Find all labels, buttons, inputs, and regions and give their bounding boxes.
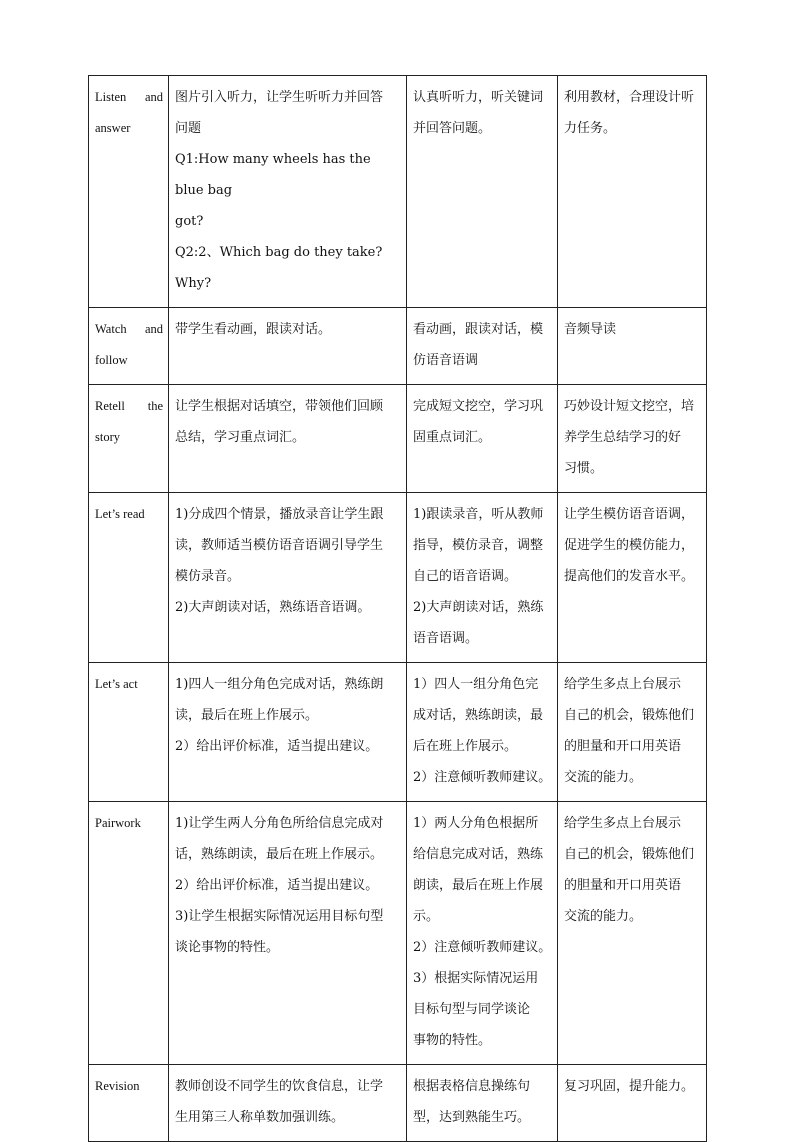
cell-line: 指导，模仿录音，调整 <box>413 538 544 553</box>
step-cell <box>89 493 169 663</box>
cell-line: Let’s read <box>95 507 145 521</box>
table-row <box>89 76 707 308</box>
teacher-activity-cell <box>169 802 407 1065</box>
cell-line: 提高他们的发音水平。 <box>564 569 695 584</box>
cell-line: Q2:2、Which bag do they take?Why? <box>175 245 383 291</box>
cell-line: 谈论事物的特性。 <box>175 940 280 955</box>
cell-line: 的胆量和开口用英语 <box>564 878 682 893</box>
design-intent-cell <box>558 663 707 802</box>
table-row <box>89 802 707 1065</box>
cell-line: 让学生根据对话填空，带领他们回顾 <box>175 399 384 414</box>
cell-line: 2）注意倾听教师建议。 <box>413 770 552 785</box>
cell-line: 音频导读 <box>564 322 617 337</box>
cell-line: 问题 <box>175 121 202 136</box>
design-intent-cell <box>558 1065 707 1142</box>
cell-line: 复习巩固，提升能力。 <box>564 1079 695 1094</box>
cell-line: Let’s act <box>95 677 138 691</box>
cell-line: 读，最后在班上作展示。 <box>175 708 319 723</box>
table-row <box>89 663 707 802</box>
cell-line: 完成短文挖空，学习巩 <box>413 399 544 414</box>
cell-line: 的胆量和开口用英语 <box>564 739 682 754</box>
cell-line: 利用教材，合理设计听 <box>564 90 695 105</box>
cell-line: 朗读，最后在班上作展 <box>413 878 544 893</box>
cell-line: Retell the <box>95 399 163 413</box>
cell-line: 目标句型与同学谈论 <box>413 1002 531 1017</box>
cell-line: 后在班上作展示。 <box>413 739 518 754</box>
cell-line: 1)分成四个情景，播放录音让学生跟 <box>175 507 384 522</box>
table-row <box>89 308 707 385</box>
cell-line: 图片引入听力，让学生听听力并回答 <box>175 90 384 105</box>
cell-line: Pairwork <box>95 816 141 830</box>
cell-line: 给学生多点上台展示 <box>564 677 682 692</box>
student-activity-cell <box>407 663 558 802</box>
cell-line: 1）两人分角色根据所 <box>413 816 539 831</box>
cell-line: 给学生多点上台展示 <box>564 816 682 831</box>
cell-line: story <box>95 430 120 444</box>
step-cell <box>89 308 169 385</box>
cell-line: 给信息完成对话，熟练 <box>413 847 544 862</box>
cell-line: 促进学生的模仿能力， <box>564 538 695 553</box>
teacher-activity-cell <box>169 308 407 385</box>
step-cell <box>89 663 169 802</box>
student-activity-cell <box>407 1065 558 1142</box>
teacher-activity-cell <box>169 385 407 493</box>
design-intent-cell <box>558 802 707 1065</box>
cell-line: 巧妙设计短文挖空，培 <box>564 399 695 414</box>
cell-line: 自己的机会，锻炼他们 <box>564 847 695 862</box>
cell-line: 自己的机会，锻炼他们 <box>564 708 695 723</box>
lesson-plan-table <box>88 75 707 1142</box>
cell-line: 2）给出评价标准，适当提出建议。 <box>175 878 379 893</box>
cell-line: 让学生模仿语音语调， <box>564 507 695 522</box>
cell-line: 3)让学生根据实际情况运用目标句型 <box>175 909 384 924</box>
cell-line: answer <box>95 121 131 135</box>
cell-line: 生用第三人称单数加强训练。 <box>175 1110 345 1125</box>
cell-line: 固重点词汇。 <box>413 430 492 445</box>
cell-line: 1）四人一组分角色完 <box>413 677 539 692</box>
cell-line: 力任务。 <box>564 121 617 136</box>
cell-line: 交流的能力。 <box>564 770 643 785</box>
cell-line: 3）根据实际情况运用 <box>413 971 539 986</box>
cell-line: 2)大声朗读对话，熟练语音语调。 <box>175 600 371 615</box>
teacher-activity-cell <box>169 1065 407 1142</box>
design-intent-cell <box>558 308 707 385</box>
cell-line: Watch and <box>95 322 163 336</box>
cell-line: 示。 <box>413 909 440 924</box>
table-row <box>89 493 707 663</box>
cell-line: 1)让学生两人分角色所给信息完成对 <box>175 816 384 831</box>
cell-line: 话，熟练朗读，最后在班上作展示。 <box>175 847 384 862</box>
cell-line: got? <box>175 214 204 229</box>
design-intent-cell <box>558 385 707 493</box>
cell-line: 仿语音语调 <box>413 353 479 368</box>
step-cell <box>89 76 169 308</box>
cell-line: 习惯。 <box>564 461 604 476</box>
cell-line: 成对话，熟练朗读，最 <box>413 708 544 723</box>
cell-line: 认真听听力，听关键词 <box>413 90 544 105</box>
cell-line: 事物的特性。 <box>413 1033 492 1048</box>
cell-line: 交流的能力。 <box>564 909 643 924</box>
cell-line: Q1:How many wheels has the blue bag <box>175 152 371 198</box>
design-intent-cell <box>558 493 707 663</box>
cell-line: 读，教师适当模仿语音语调引导学生 <box>175 538 384 553</box>
cell-line: 养学生总结学习的好 <box>564 430 682 445</box>
table-row <box>89 1065 707 1142</box>
cell-line: Revision <box>95 1079 140 1093</box>
student-activity-cell <box>407 308 558 385</box>
step-cell <box>89 802 169 1065</box>
cell-line: Listen and <box>95 90 163 104</box>
step-cell <box>89 1065 169 1142</box>
teacher-activity-cell <box>169 493 407 663</box>
student-activity-cell <box>407 493 558 663</box>
cell-line: 1)四人一组分角色完成对话，熟练朗 <box>175 677 384 692</box>
student-activity-cell <box>407 802 558 1065</box>
cell-line: 型，达到熟能生巧。 <box>413 1110 531 1125</box>
cell-line: 2）注意倾听教师建议。 <box>413 940 552 955</box>
student-activity-cell <box>407 385 558 493</box>
cell-line: 带学生看动画，跟读对话。 <box>175 322 332 337</box>
table-row <box>89 385 707 493</box>
cell-line: 语音语调。 <box>413 631 479 646</box>
cell-line: 自己的语音语调。 <box>413 569 518 584</box>
teacher-activity-cell <box>169 663 407 802</box>
cell-line: follow <box>95 353 128 367</box>
design-intent-cell <box>558 76 707 308</box>
cell-line: 模仿录音。 <box>175 569 241 584</box>
lesson-plan-body <box>89 76 707 1142</box>
cell-line: 并回答问题。 <box>413 121 492 136</box>
teacher-activity-cell <box>169 76 407 308</box>
cell-line: 2）给出评价标准，适当提出建议。 <box>175 739 379 754</box>
cell-line: 1)跟读录音，听从教师 <box>413 507 544 522</box>
step-cell <box>89 385 169 493</box>
cell-line: 总结，学习重点词汇。 <box>175 430 306 445</box>
cell-line: 看动画，跟读对话，模 <box>413 322 544 337</box>
cell-line: 教师创设不同学生的饮食信息，让学 <box>175 1079 384 1094</box>
cell-line: 2)大声朗读对话，熟练 <box>413 600 544 615</box>
cell-line: 根据表格信息操练句 <box>413 1079 531 1094</box>
student-activity-cell <box>407 76 558 308</box>
